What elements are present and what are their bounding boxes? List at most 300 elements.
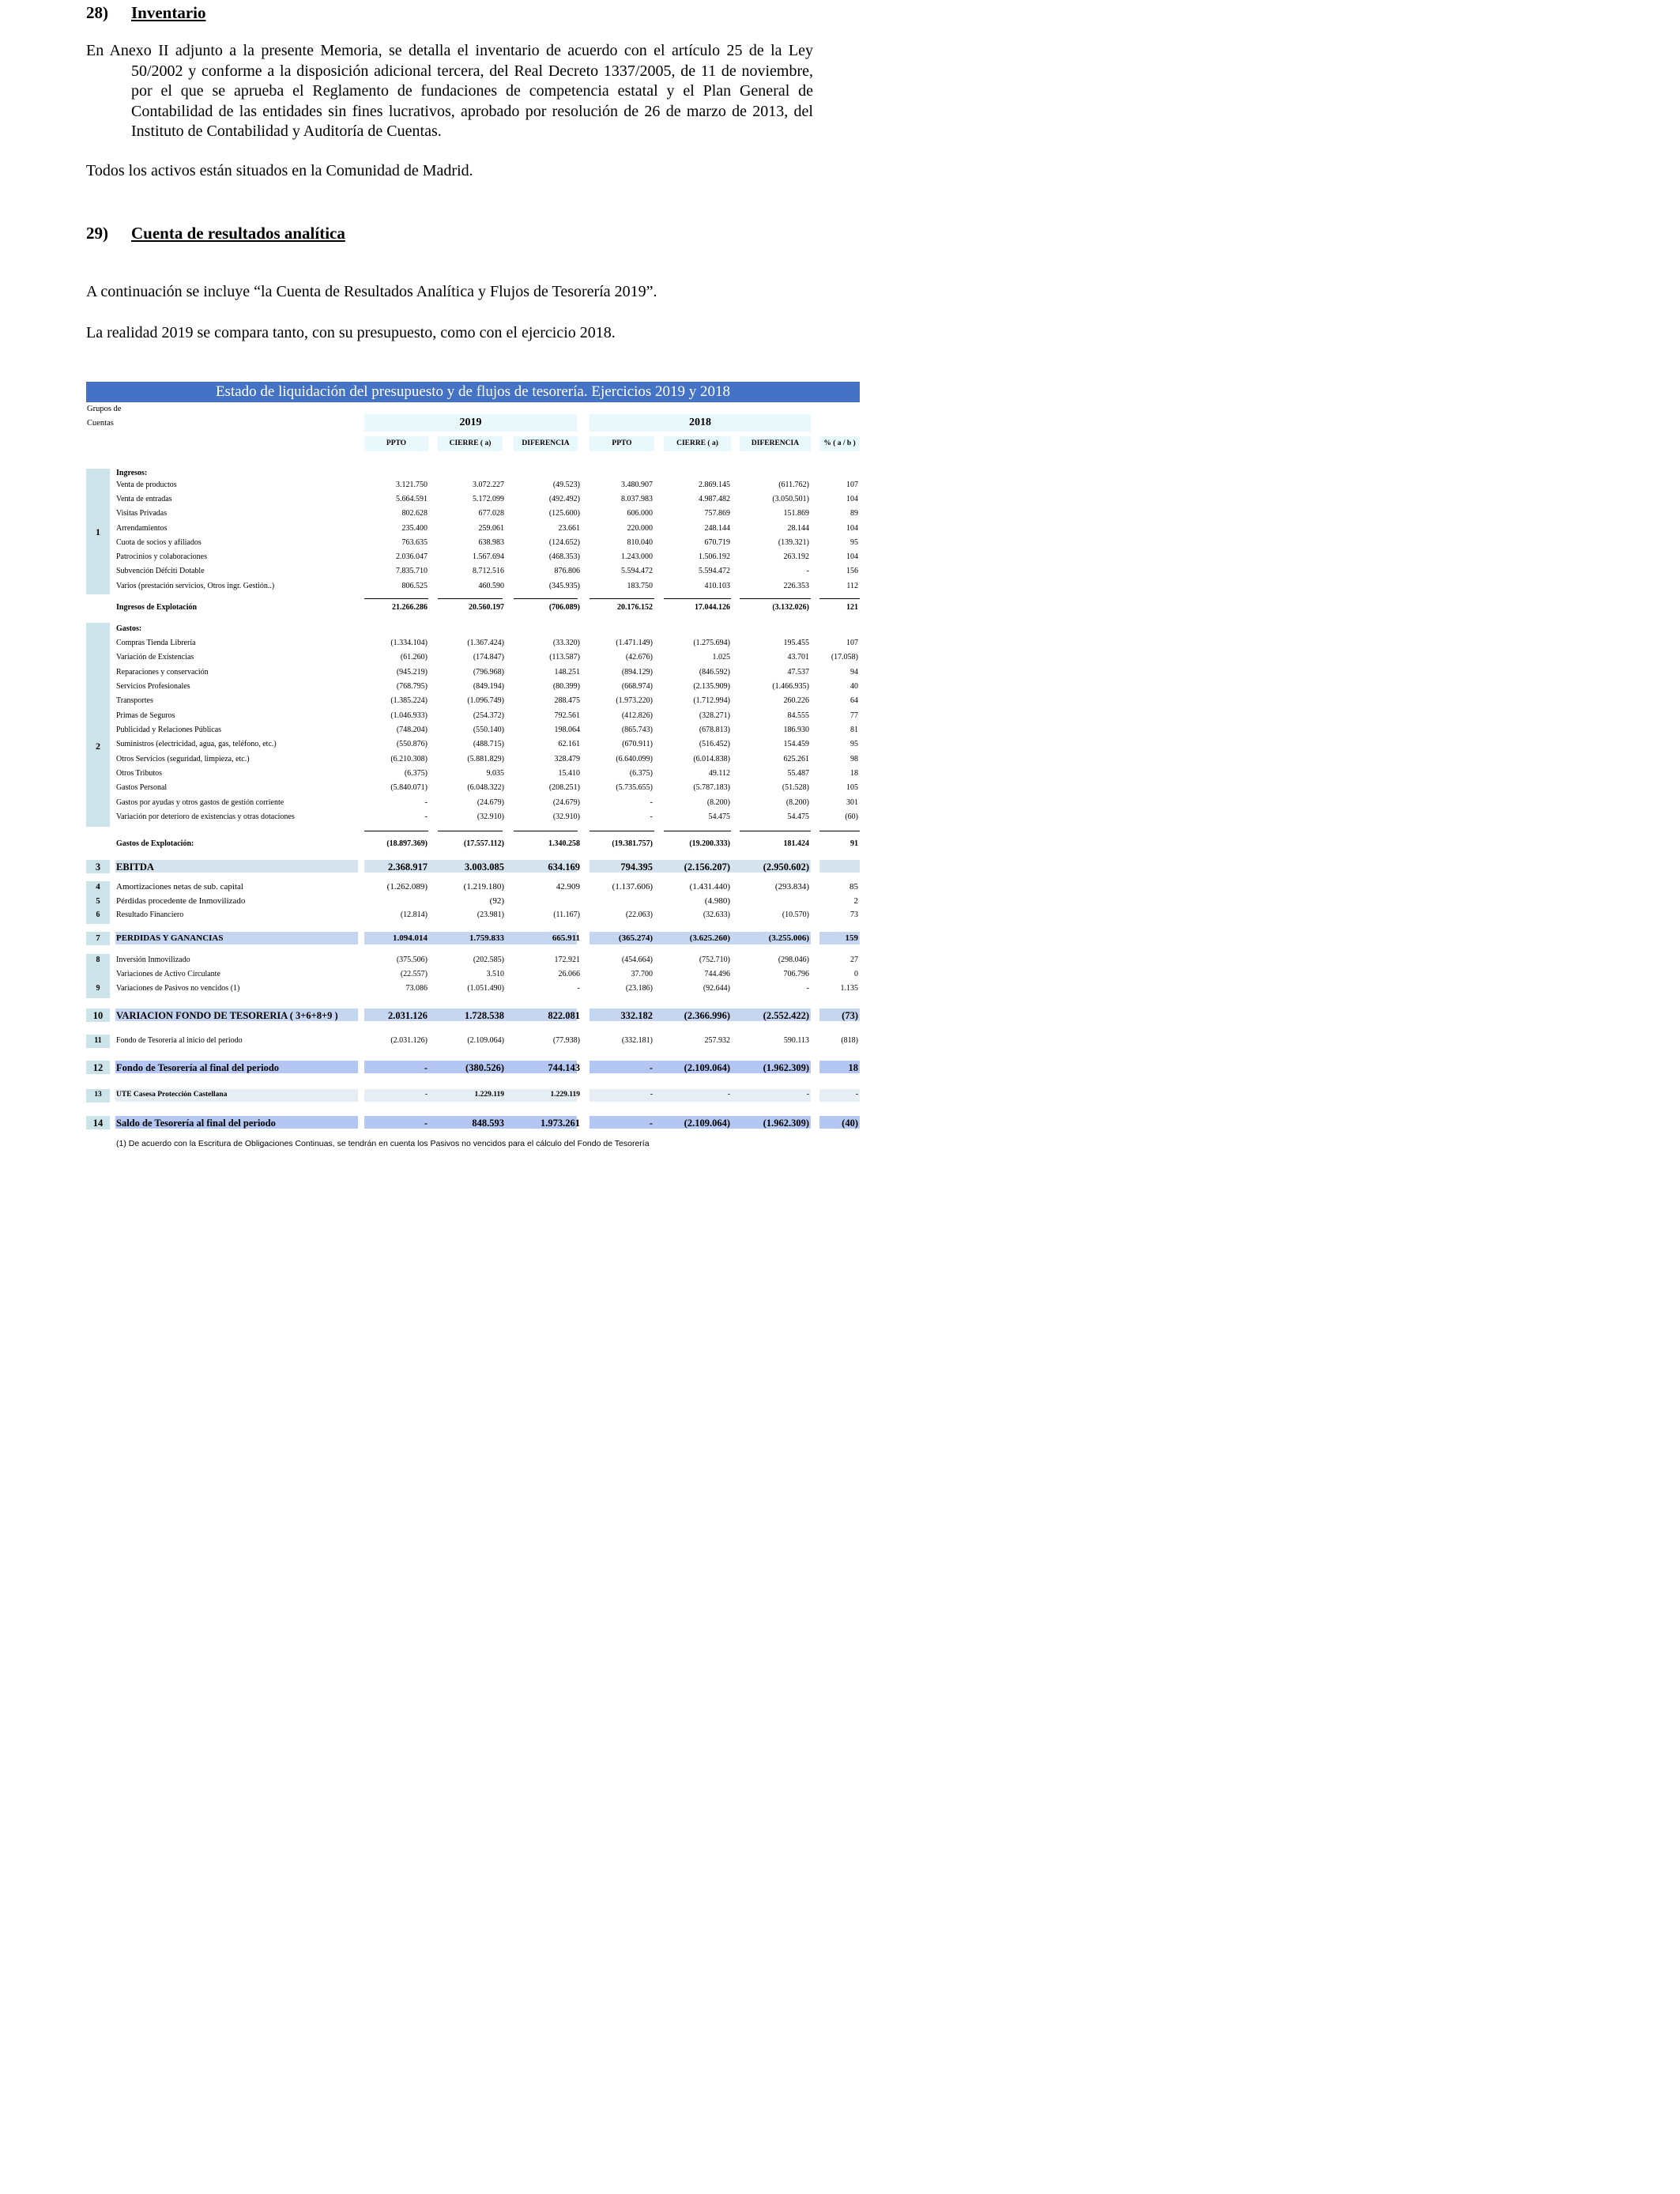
column-header: % ( a / b ) — [819, 436, 860, 451]
row-group-number: 10 — [92, 1010, 104, 1021]
row-label: Arrendamientos — [116, 524, 168, 533]
row-value-col-5: 590.113 — [783, 1036, 809, 1045]
row-value-col-5: 151.869 — [783, 509, 809, 518]
row-value-col-2: (49.523) — [552, 481, 580, 489]
row-value-col-2: 1.340.258 — [548, 839, 580, 848]
row-value-col-3: (894.129) — [621, 668, 653, 677]
table-row — [86, 552, 860, 567]
row-value-col-4: 744.496 — [704, 970, 730, 978]
column-header: PPTO — [590, 436, 654, 451]
row-label: Fondo de Tesorería al final del periodo — [116, 1062, 280, 1073]
row-value-col-4: 17.044.126 — [695, 603, 730, 612]
row-value-col-4: (2.135.909) — [693, 682, 730, 691]
row-value-col-3: - — [649, 1062, 653, 1073]
row-value-col-1: (92) — [489, 896, 504, 906]
row-value-col-0: (22.557) — [400, 970, 428, 978]
row-value-col-0: 1.094.014 — [393, 933, 428, 943]
row-value-col-2: 792.561 — [554, 711, 580, 720]
group-label-line-2: Cuentas — [87, 419, 114, 428]
row-value-col-2: (113.587) — [549, 653, 580, 662]
row-value-col-1: 9.035 — [486, 769, 504, 778]
row-value-col-4: (1.275.694) — [693, 639, 730, 647]
table-row — [86, 509, 860, 523]
row-value-col-2: - — [577, 984, 580, 993]
row-value-col-0: 3.121.750 — [396, 481, 428, 489]
row-value-col-0: (375.506) — [396, 956, 428, 964]
row-value-col-3: (865.743) — [621, 726, 653, 734]
row-value-col-0: 2.368.917 — [388, 861, 428, 873]
row-value-col-6: 1.135 — [840, 984, 858, 993]
row-value-col-3: 810.040 — [627, 538, 653, 547]
row-value-col-2: (32.910) — [552, 812, 580, 821]
row-value-col-2: 665.911 — [552, 933, 580, 943]
section-29-paragraph-1: A continuación se incluye “la Cuenta de Resultados Analítica y Flujos de Tesorería 2019”. — [86, 283, 657, 300]
row-value-col-1: 460.590 — [478, 582, 504, 590]
row-value-col-6: 301 — [846, 798, 858, 807]
row-value-col-1: 3.510 — [486, 970, 504, 978]
row-value-col-0: (1.385.224) — [390, 696, 428, 705]
row-value-col-3: (1.471.149) — [616, 639, 653, 647]
row-value-col-4: (3.625.260) — [689, 933, 730, 943]
row-label: Ingresos: — [116, 469, 148, 477]
table-row — [86, 582, 860, 596]
row-value-col-3: - — [650, 812, 653, 821]
row-label: VARIACION FONDO DE TESORERIA ( 3+6+8+9 ) — [116, 1010, 338, 1021]
table-row — [86, 696, 860, 711]
row-value-col-2: (208.251) — [548, 783, 580, 792]
row-label: Visitas Privadas — [116, 509, 168, 518]
row-value-col-2: 744.143 — [548, 1062, 580, 1073]
row-value-col-5: (2.950.602) — [763, 861, 809, 873]
row-group-number: 5 — [96, 896, 100, 906]
row-value-col-4: 410.103 — [704, 582, 730, 590]
row-label: PERDIDAS Y GANANCIAS — [116, 933, 224, 943]
total-rule — [740, 598, 811, 599]
row-label: Cuota de socios y afiliados — [116, 538, 202, 547]
row-value-col-5: 84.555 — [787, 711, 809, 720]
row-value-col-5: 55.487 — [787, 769, 809, 778]
section-28-paragraph-1: En Anexo II adjunto a la presente Memoria, se detalla el inventario de acuerdo con el artículo 25 de la Ley 50/2002 y conforme a la disposición adicional tercera, del Real Decreto 1337/2005, de 11 de noviembre, por el que se aprueba el Reglamento de fundaciones de competencia estatal y el Plan General de Contabilidad de las entidades sin fines lucrativos, aprobado por resolución de 26 de marzo de 2013, del Instituto de Contabilidad y Auditoría de Cuentas. — [86, 42, 813, 140]
row-label: UTE Casesa Protección Castellana — [116, 1091, 228, 1099]
row-value-col-6: 98 — [850, 755, 858, 763]
row-value-col-2: 172.921 — [554, 956, 580, 964]
row-group-number: 14 — [92, 1118, 104, 1129]
row-value-col-1: (23.981) — [477, 910, 504, 919]
table-row — [86, 984, 860, 998]
row-value-col-3: 794.395 — [620, 861, 653, 873]
row-value-col-1: (1.219.180) — [463, 882, 504, 892]
table-row — [86, 933, 860, 948]
row-label: Inversión Inmovilizado — [116, 956, 190, 964]
row-value-col-3: 5.594.472 — [621, 567, 653, 575]
row-value-col-4: (328.271) — [699, 711, 730, 720]
row-value-col-0: (1.334.104) — [390, 639, 428, 647]
row-label: Variación de Existencias — [116, 653, 194, 662]
row-value-col-4: (5.787.183) — [693, 783, 730, 792]
row-label: Gastos por ayudas y otros gastos de gestión corriente — [116, 798, 284, 807]
row-value-col-3: (19.381.757) — [612, 839, 653, 848]
row-value-col-0: (18.897.369) — [386, 839, 428, 848]
row-value-col-6: (17.058) — [831, 653, 858, 662]
row-value-col-3: 332.182 — [620, 1010, 653, 1021]
row-value-col-0: 73.086 — [405, 984, 428, 993]
row-value-col-3: (454.664) — [621, 956, 653, 964]
row-value-col-3: (42.676) — [625, 653, 653, 662]
row-value-col-6: (40) — [842, 1118, 858, 1129]
row-group-number: 12 — [92, 1062, 104, 1073]
row-label: Gastos de Explotación: — [116, 839, 194, 848]
row-value-col-2: (24.679) — [552, 798, 580, 807]
row-value-col-6: 107 — [846, 481, 858, 489]
row-value-col-1: 638.983 — [478, 538, 504, 547]
row-value-col-5: (611.762) — [778, 481, 809, 489]
row-value-col-1: (24.679) — [477, 798, 504, 807]
row-value-col-4: 1.506.192 — [699, 552, 730, 561]
section-28-heading — [86, 3, 206, 22]
row-value-col-0: - — [424, 798, 428, 807]
row-value-col-1: (1.051.490) — [467, 984, 504, 993]
row-value-col-6: (818) — [841, 1036, 858, 1045]
row-value-col-1: 5.172.099 — [473, 495, 504, 503]
section-29-number: 29) — [86, 224, 108, 243]
row-value-col-5: 28.144 — [787, 524, 809, 533]
row-value-col-5: (3.132.026) — [772, 603, 809, 612]
row-value-col-5: (1.962.309) — [763, 1118, 809, 1129]
row-value-col-6: 107 — [846, 639, 858, 647]
row-value-col-0: (1.262.089) — [386, 882, 428, 892]
row-label: Servicios Profesionales — [116, 682, 190, 691]
row-value-col-2: (706.089) — [548, 603, 580, 612]
row-value-col-5: 260.226 — [783, 696, 809, 705]
table-row — [86, 726, 860, 740]
row-value-col-1: (2.109.064) — [467, 1036, 504, 1045]
row-value-col-3: 3.480.907 — [621, 481, 653, 489]
table-row — [86, 783, 860, 797]
row-value-col-6: 104 — [846, 495, 858, 503]
row-value-col-6: 94 — [850, 668, 858, 677]
row-value-col-4: 4.987.482 — [699, 495, 730, 503]
row-value-col-3: - — [650, 1091, 653, 1099]
row-value-col-5: (51.528) — [782, 783, 809, 792]
row-value-col-3: 20.176.152 — [617, 603, 653, 612]
row-value-col-1: (254.372) — [473, 711, 504, 720]
section-28-paragraph-2: Todos los activos están situados en la Comunidad de Madrid. — [86, 162, 473, 179]
row-value-col-0: (550.876) — [396, 740, 428, 748]
table-row — [86, 1010, 860, 1024]
row-value-col-5: (1.962.309) — [763, 1062, 809, 1073]
total-rule — [819, 598, 860, 599]
row-group-number: 6 — [96, 910, 100, 919]
table-row — [86, 861, 860, 876]
row-value-col-4: 2.869.145 — [699, 481, 730, 489]
row-label: Amortizaciones netas de sub. capital — [116, 882, 243, 892]
row-value-col-0: 806.525 — [401, 582, 428, 590]
row-label: Compras Tienda Librería — [116, 639, 196, 647]
total-rule — [590, 598, 654, 599]
row-value-col-1: (17.557.112) — [463, 839, 504, 848]
row-value-col-5: 195.455 — [783, 639, 809, 647]
row-value-col-3: (412.826) — [621, 711, 653, 720]
row-value-col-5: - — [806, 567, 809, 575]
row-value-col-4: (6.014.838) — [693, 755, 730, 763]
table-row — [86, 896, 860, 910]
row-value-col-2: 15.410 — [558, 769, 580, 778]
row-label: Ingresos de Explotación — [116, 603, 198, 612]
row-value-col-6: 159 — [845, 933, 858, 943]
row-value-col-2: (125.600) — [548, 509, 580, 518]
row-group-number: 8 — [96, 956, 100, 964]
row-value-col-1: 259.061 — [478, 524, 504, 533]
row-value-col-2: (33.320) — [552, 639, 580, 647]
row-value-col-6: (73) — [842, 1010, 858, 1021]
row-value-col-4: 49.112 — [708, 769, 730, 778]
row-value-col-6: 95 — [850, 740, 858, 748]
row-value-col-4: 757.869 — [704, 509, 730, 518]
row-value-col-5: - — [806, 984, 809, 993]
row-value-col-4: (92.644) — [703, 984, 730, 993]
column-header: CIERRE ( a) — [438, 436, 503, 451]
table-row — [86, 882, 860, 896]
row-value-col-6: 77 — [850, 711, 858, 720]
row-value-col-1: 8.712.516 — [473, 567, 504, 575]
section-29-title: Cuenta de resultados analítica — [131, 224, 345, 243]
table-row — [86, 653, 860, 667]
row-value-col-4: 670.719 — [704, 538, 730, 547]
row-value-col-5: (1.466.935) — [772, 682, 809, 691]
row-value-col-1: 1.728.538 — [465, 1010, 504, 1021]
row-value-col-0: (61.260) — [400, 653, 428, 662]
row-label: Variación por deterioro de existencias y otras dotaciones — [116, 812, 295, 821]
table-row — [86, 769, 860, 783]
row-value-col-4: 248.144 — [704, 524, 730, 533]
row-value-col-0: (748.204) — [396, 726, 428, 734]
row-value-col-0: 763.635 — [401, 538, 428, 547]
table-row — [86, 1091, 860, 1105]
row-label: Resultado Financiero — [116, 910, 184, 919]
section-28-title: Inventario — [131, 3, 206, 22]
table-row — [86, 812, 860, 827]
row-label: Venta de productos — [116, 481, 177, 489]
row-value-col-2: 328.479 — [554, 755, 580, 763]
row-value-col-1: 677.028 — [478, 509, 504, 518]
row-value-col-1: (32.910) — [477, 812, 504, 821]
row-value-col-2: 198.064 — [554, 726, 580, 734]
row-value-col-2: 1.973.261 — [541, 1118, 580, 1129]
row-value-col-5: 47.537 — [787, 668, 809, 677]
table-row — [86, 956, 860, 970]
row-value-col-0: (2.031.126) — [390, 1036, 428, 1045]
row-value-col-0: (768.795) — [396, 682, 428, 691]
row-value-col-6: 91 — [850, 839, 858, 848]
row-value-col-6: 89 — [850, 509, 858, 518]
row-value-col-0: (1.046.933) — [390, 711, 428, 720]
row-value-col-0: 21.266.286 — [392, 603, 428, 612]
row-value-col-0: (6.210.308) — [390, 755, 428, 763]
row-value-col-5: 154.459 — [783, 740, 809, 748]
row-value-col-2: (77.938) — [552, 1036, 580, 1045]
group-label-line-1: Grupos de — [87, 405, 122, 413]
row-value-col-3: - — [650, 798, 653, 807]
row-value-col-4: (1.431.440) — [689, 882, 730, 892]
table-row — [86, 970, 860, 984]
row-value-col-3: (23.186) — [625, 984, 653, 993]
row-value-col-2: 634.169 — [548, 861, 580, 873]
row-value-col-4: (846.592) — [699, 668, 730, 677]
table-row — [86, 567, 860, 581]
row-value-col-6: 85 — [849, 882, 858, 892]
row-value-col-1: 1.759.833 — [469, 933, 504, 943]
row-value-col-4: (32.633) — [703, 910, 730, 919]
row-value-col-3: (668.974) — [621, 682, 653, 691]
table-row — [86, 682, 860, 696]
row-group-number: 3 — [95, 861, 101, 873]
row-label: Patrocinios y colaboraciones — [116, 552, 207, 561]
row-value-col-5: 263.192 — [783, 552, 809, 561]
row-value-col-6: 95 — [850, 538, 858, 547]
column-header: CIERRE ( a) — [664, 436, 731, 451]
row-value-col-4: 1.025 — [712, 653, 730, 662]
row-value-col-4: (752.710) — [699, 956, 730, 964]
table-row — [86, 603, 860, 617]
row-value-col-6: 0 — [854, 970, 858, 978]
row-value-col-0: - — [424, 1062, 428, 1073]
table-row — [86, 668, 860, 682]
row-value-col-3: (670.911) — [622, 740, 653, 748]
row-value-col-0: 802.628 — [401, 509, 428, 518]
row-value-col-4: (4.980) — [704, 896, 730, 906]
row-label: Variaciones de Activo Circulante — [116, 970, 220, 978]
row-value-col-5: 706.796 — [783, 970, 809, 978]
row-value-col-5: (298.046) — [778, 956, 809, 964]
table-row — [86, 839, 860, 854]
row-value-col-6: 18 — [848, 1062, 858, 1073]
row-value-col-2: (80.399) — [552, 682, 580, 691]
row-label: Transportes — [116, 696, 153, 705]
row-value-col-0: 2.031.126 — [388, 1010, 428, 1021]
row-value-col-4: (516.452) — [699, 740, 730, 748]
row-label: Fondo de Tesoreria al inicio del periodo — [116, 1036, 243, 1045]
row-group-number: 13 — [94, 1091, 102, 1099]
row-value-col-1: 1.229.119 — [474, 1091, 504, 1099]
total-rule — [664, 598, 731, 599]
row-value-col-0: (5.840.071) — [390, 783, 428, 792]
row-value-col-4: 257.932 — [704, 1036, 730, 1045]
row-value-col-6: 64 — [850, 696, 858, 705]
row-value-col-5: 181.424 — [783, 839, 809, 848]
row-group-number: 4 — [96, 882, 100, 892]
row-value-col-3: (5.735.655) — [616, 783, 653, 792]
column-header: DIFERENCIA — [740, 436, 811, 451]
table-row — [86, 755, 860, 769]
row-value-col-1: (550.140) — [473, 726, 504, 734]
row-value-col-0: (6.375) — [404, 769, 428, 778]
row-value-col-6: - — [855, 1091, 858, 1099]
row-value-col-4: - — [727, 1091, 730, 1099]
row-value-col-2: (11.167) — [553, 910, 580, 919]
statement-title: Estado de liquidación del presupuesto y de flujos de tesorería. Ejercicios 2019 y 2018 — [86, 382, 860, 402]
section-28-number: 28) — [86, 3, 108, 22]
row-value-col-6: 105 — [846, 783, 858, 792]
row-value-col-2: 288.475 — [554, 696, 580, 705]
row-value-col-1: (796.968) — [473, 668, 504, 677]
row-value-col-2: 822.081 — [548, 1010, 580, 1021]
row-value-col-2: 62.161 — [558, 740, 580, 748]
row-value-col-2: 23.661 — [558, 524, 580, 533]
row-value-col-1: 848.593 — [472, 1118, 504, 1129]
row-value-col-2: 42.909 — [556, 882, 580, 892]
row-value-col-5: (3.050.501) — [772, 495, 809, 503]
row-value-col-6: 112 — [846, 582, 858, 590]
row-value-col-3: (6.375) — [629, 769, 653, 778]
row-value-col-4: (2.366.996) — [684, 1010, 730, 1021]
row-label: Venta de entradas — [116, 495, 172, 503]
row-value-col-6: 40 — [850, 682, 858, 691]
row-value-col-2: 876.806 — [554, 567, 580, 575]
row-label: Gastos: — [116, 624, 142, 633]
row-group-number: 9 — [96, 984, 100, 993]
row-value-col-1: (1.096.749) — [467, 696, 504, 705]
row-label: Otros Servicios (seguridad, limpieza, etc.) — [116, 755, 250, 763]
row-value-col-3: - — [649, 1118, 653, 1129]
row-label: Otros Tributos — [116, 769, 163, 778]
table-row — [86, 1118, 860, 1132]
column-header: DIFERENCIA — [514, 436, 578, 451]
row-value-col-2: 1.229.119 — [550, 1091, 580, 1099]
row-value-col-3: (1.137.606) — [612, 882, 653, 892]
row-label: Saldo de Tesorería al final del periodo — [116, 1118, 276, 1129]
row-value-col-4: (19.200.333) — [689, 839, 730, 848]
row-value-col-3: (1.973.220) — [616, 696, 653, 705]
row-value-col-1: 20.560.197 — [469, 603, 504, 612]
row-value-col-5: (139.321) — [778, 538, 809, 547]
row-value-col-1: (488.715) — [473, 740, 504, 748]
table-row — [86, 495, 860, 509]
row-value-col-5: - — [806, 1091, 809, 1099]
row-value-col-5: 226.353 — [783, 582, 809, 590]
group-1-number: 1 — [96, 526, 100, 537]
row-value-col-6: 81 — [850, 726, 858, 734]
row-value-col-2: (492.492) — [548, 495, 580, 503]
row-value-col-4: (2.109.064) — [684, 1118, 730, 1129]
section-29-paragraph-2: La realidad 2019 se compara tanto, con su presupuesto, como con el ejercicio 2018. — [86, 324, 616, 341]
row-label: Variaciones de Pasivos no vencidos (1) — [116, 984, 240, 993]
row-value-col-2: (468.353) — [548, 552, 580, 561]
row-value-col-5: 43.701 — [787, 653, 809, 662]
total-rule — [514, 598, 578, 599]
table-row — [86, 798, 860, 812]
row-value-col-0: - — [424, 1118, 428, 1129]
row-value-col-4: (8.200) — [706, 798, 730, 807]
total-rule — [438, 598, 503, 599]
row-label: Pérdidas procedente de Inmovilizado — [116, 896, 246, 906]
row-value-col-2: (124.652) — [548, 538, 580, 547]
row-value-col-1: (6.048.322) — [467, 783, 504, 792]
row-value-col-3: 220.000 — [627, 524, 653, 533]
row-value-col-4: (2.156.207) — [684, 861, 730, 873]
row-value-col-5: (3.255.006) — [768, 933, 809, 943]
row-value-col-5: 625.261 — [783, 755, 809, 763]
group-2-number: 2 — [96, 741, 100, 752]
section-29-heading — [86, 224, 345, 243]
row-label: Publicidad y Relaciones Públicas — [116, 726, 222, 734]
table-row — [86, 1036, 860, 1050]
row-value-col-6: 156 — [846, 567, 858, 575]
row-label: Suministros (electricidad, agua, gas, teléfono, etc.) — [116, 740, 277, 748]
row-value-col-5: (2.552.422) — [763, 1010, 809, 1021]
table-row — [86, 524, 860, 538]
year-2019-header: 2019 — [364, 414, 577, 432]
row-group-number: 11 — [94, 1036, 102, 1045]
